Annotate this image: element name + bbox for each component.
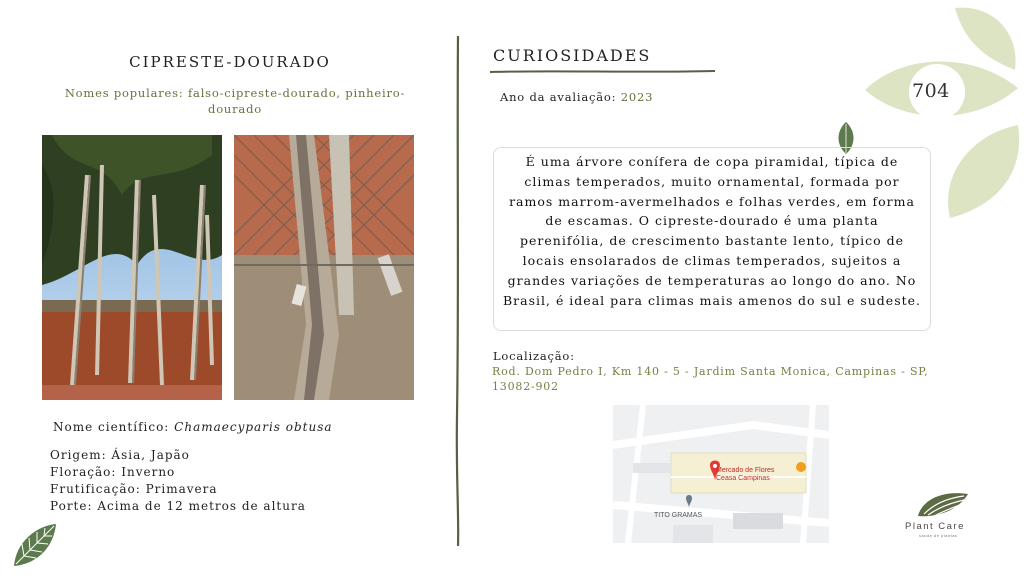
origin: Origem: Ásia, Japão [50,448,190,462]
location-address[interactable]: Rod. Dom Pedro I, Km 140 - 5 - Jardim Santa Monica, Campinas - SP, 13082-902 [492,365,929,393]
fruiting: Frutificação: Primavera [50,482,218,496]
map-marker-label-line1: Mercado de Flores [716,467,775,474]
location-map[interactable] [613,405,829,543]
description-box: É uma árvore conífera de copa piramidal, típica de climas temperados, muito ornamental, formada por ramos marrom-avermelhados e folhas verdes, em forma de escamas. O cipreste-dourado é uma planta perenifólia, de crescimento bastante lento, típico de locais ensolarados de climas temperados, sujeitos a grandes variações de temperaturas ao longo do ano. No Brasil, é ideal para climas mais amenos do sul e sudeste. [493,147,931,331]
map-poi-label: TITO GRAMAS [654,512,703,519]
scientific-label: Nome científico: [53,420,170,434]
tree-photo [42,135,222,400]
logo-tagline: saúde de plantas [919,533,958,538]
scientific-name [53,420,333,434]
flowering: Floração: Inverno [50,465,176,479]
map-marker-label [716,467,774,483]
year-label: Ano da avaliação: [500,90,617,104]
plant-facts [50,447,306,515]
plant-title: CIPRESTE-DOURADO [129,53,331,71]
scientific-name-value: Chamaecyparis obtusa [174,420,333,434]
plant-care-logo-icon [914,488,970,520]
popular-names: Nomes populares: falso-cipreste-dourado, pinheiro-dourado [64,86,406,116]
evaluation-year [500,90,653,104]
size: Porte: Acima de 12 metros de altura [50,499,306,513]
logo-name: Plant Care [905,521,965,532]
location-label: Localização: [493,349,575,363]
trunk-photo [234,135,414,400]
curiosities-title: CURIOSIDADES [493,46,652,65]
leaf-icon [10,522,60,570]
evaluation-number-badge: 704 [912,80,950,102]
map-marker-label-line2: Ceasa Campinas [716,475,770,482]
year-value: 2023 [620,90,654,104]
title-underline [490,68,716,76]
column-divider [455,36,461,546]
